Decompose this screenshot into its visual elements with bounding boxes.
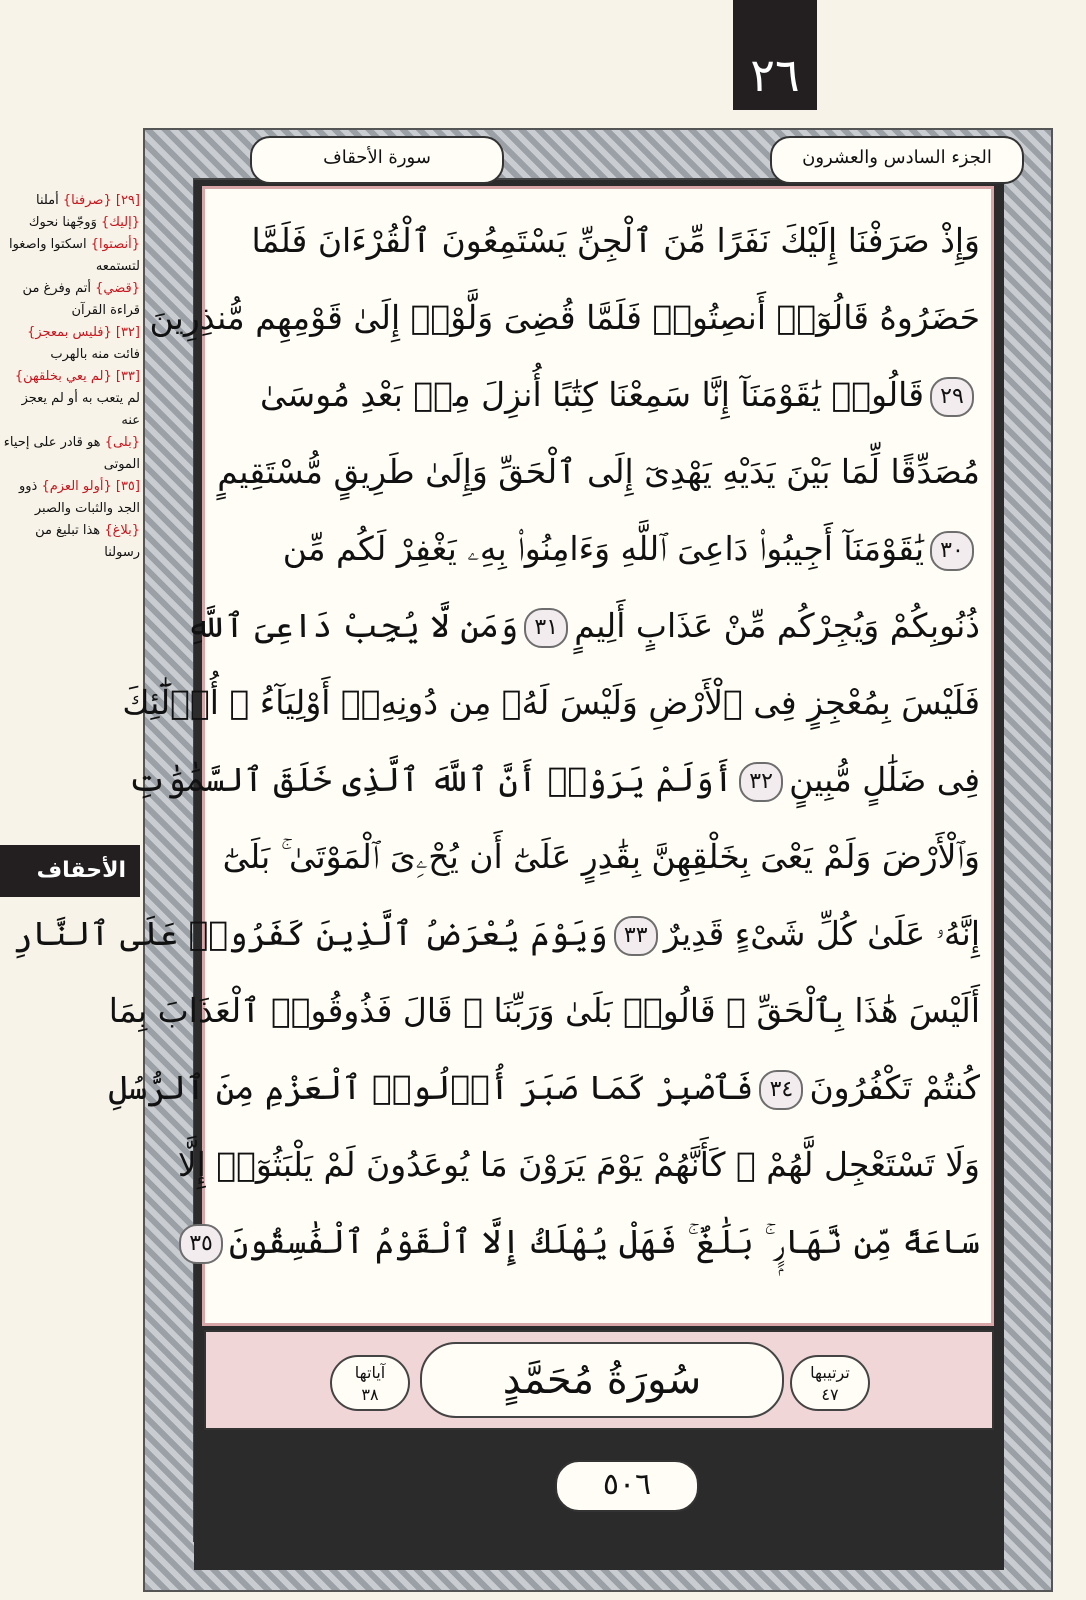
- ayah-number-marker: ٣٠: [930, 531, 974, 571]
- verse-text: مُصَدِّقًا لِّمَا بَيْنَ يَدَيْهِ يَهْدِىٓ إِلَى ٱلْحَقِّ وَإِلَىٰ طَرِيقٍ مُّسْتَقِيمٍ: [217, 452, 980, 491]
- side-note: [0, 432, 140, 476]
- side-note-key: {إليك}: [101, 215, 140, 230]
- side-note: [0, 212, 140, 234]
- side-note: [0, 476, 140, 520]
- verse-text: فَٱصْبِرْ كَمَا صَبَرَ أُو۟لُوا۟ ٱلْعَزْمِ مِنَ ٱلرُّسُلِ: [108, 1068, 754, 1107]
- verse-line: [216, 436, 980, 508]
- verse-text: فِى ضَلَٰلٍ مُّبِينٍ: [789, 760, 980, 799]
- verse-text: وَٱلْأَرْضَ وَلَمْ يَعْىَ بِخَلْقِهِنَّ بِقَٰدِرٍ عَلَىٰٓ أَن يُحْۦِىَ ٱلْمَوْتَىٰ ۚ بَلَىٰٓ: [222, 837, 980, 876]
- side-note-key: [٣٣] {لم يعي بخلقهن}: [14, 369, 140, 384]
- side-note: [0, 278, 140, 322]
- side-note: [0, 190, 140, 212]
- side-note-text: أتم وفرغ من قراءة القرآن: [22, 281, 140, 318]
- verse-line: [122, 667, 980, 739]
- verse-line: [216, 821, 980, 893]
- ayah-number-marker: ٣٢: [739, 762, 783, 802]
- page-number: ٥٠٦: [555, 1460, 699, 1512]
- side-note-key: {قضي}: [95, 281, 140, 296]
- verse-text: حَضَرُوهُ قَالُوٓا۟ أَنصِتُوا۟ فَلَمَّا قُضِىَ وَلَّوْا۟ إِلَىٰ قَوْمِهِم مُّنذِرِينَ: [149, 298, 980, 337]
- side-note-key: [٣٢] {فليس بمعجز}: [27, 325, 140, 340]
- verse-line: [108, 975, 980, 1047]
- side-note: [0, 234, 140, 278]
- verse-line: [149, 282, 980, 354]
- side-note-text: وَوجّهنا نحوك: [28, 215, 97, 230]
- side-note-key: {بلى}: [104, 435, 140, 450]
- surah-tab: الأحقاف: [0, 845, 140, 897]
- verse-line: [12, 898, 980, 970]
- side-note-text: فائت منه بالهرب: [50, 347, 140, 362]
- side-note: [0, 366, 140, 432]
- verse-text: ذُنُوبِكُمْ وَيُجِرْكُم مِّنْ عَذَابٍ أَلِيمٍ: [574, 606, 980, 645]
- verse-text: قَالُوا۟ يَٰقَوْمَنَآ إِنَّا سَمِعْنَا كِتَٰبًا أُنزِلَ مِنۢ بَعْدِ مُوسَىٰ: [260, 375, 924, 414]
- side-note-text: هو قادر على إحياء الموتى: [3, 435, 140, 472]
- surah-order-value: ٤٧: [821, 1385, 839, 1404]
- verse-line: [127, 744, 980, 816]
- juz-header: الجزء السادس والعشرون: [770, 136, 1024, 184]
- side-note-key: [٢٩] {صرفنا}: [62, 193, 140, 208]
- verse-text: أَلَيْسَ هَٰذَا بِٱلْحَقِّ ۖ قَالُوا۟ بَلَىٰ وَرَبِّنَا ۚ قَالَ فَذُوقُوا۟ ٱلْعَذَابَ بِمَا: [108, 991, 980, 1030]
- side-note-text: أملنا: [35, 193, 59, 208]
- ayah-number-marker: ٣١: [524, 608, 568, 648]
- surah-ayat-label: آياتها: [354, 1363, 386, 1382]
- side-note-key: {أنصتوا}: [90, 237, 140, 252]
- verse-line: [216, 205, 980, 277]
- verse-text: كُنتُمْ تَكْفُرُونَ: [809, 1068, 980, 1107]
- surah-header: سورة الأحقاف: [250, 136, 504, 184]
- ayah-number-marker: ٣٥: [179, 1224, 223, 1264]
- verse-text: سَاعَةً مِّن نَّهَارٍۭ ۚ بَلَٰغٌ ۚ فَهَلْ يُهْلَكُ إِلَّا ٱلْقَوْمُ ٱلْفَٰسِقُونَ: [229, 1222, 980, 1261]
- verse-text: أَوَلَمْ يَرَوْا۟ أَنَّ ٱللَّهَ ٱلَّذِى خَلَقَ ٱلسَّمَٰوَٰتِ: [127, 760, 734, 799]
- verse-line: [186, 590, 980, 662]
- side-note: [0, 520, 140, 564]
- verse-text: وَإِذْ صَرَفْنَا إِلَيْكَ نَفَرًا مِّنَ ٱلْجِنِّ يَسْتَمِعُونَ ٱلْقُرْءَانَ فَلَمَّا: [251, 221, 980, 260]
- verse-text: إِنَّهُۥ عَلَىٰ كُلِّ شَىْءٍ قَدِيرٌ: [663, 914, 980, 953]
- verse-line: [216, 513, 980, 585]
- side-note-text: ذوو الجد والثبات والصبر: [18, 479, 140, 516]
- ayah-number-marker: ٣٤: [759, 1070, 803, 1110]
- surah-order-box: [790, 1355, 870, 1411]
- surah-order-label: ترتيبها: [810, 1363, 850, 1382]
- side-note-text: لم يتعب به أو لم يعجز عنه: [21, 391, 140, 428]
- verse-line: [177, 1129, 980, 1201]
- ayah-number-marker: ٢٩: [930, 377, 974, 417]
- surah-ayat-value: ٣٨: [361, 1385, 379, 1404]
- verse-line: [108, 1052, 980, 1124]
- verse-text: وَمَن لَّا يُجِبْ دَاعِىَ ٱللَّهِ: [186, 606, 519, 645]
- verse-line: [216, 359, 980, 431]
- ayah-number-marker: ٣٣: [614, 916, 658, 956]
- verse-line: [189, 1206, 980, 1278]
- side-note: [0, 322, 140, 366]
- verse-text: يَٰقَوْمَنَآ أَجِيبُوا۟ دَاعِىَ ٱللَّهِ وَءَامِنُوا۟ بِهِۦ يَغْفِرْ لَكُم مِّن: [282, 529, 924, 568]
- surah-ayat-box: [330, 1355, 410, 1411]
- side-note-text: هذا تبليغ من رسولنا: [35, 523, 140, 560]
- verse-text: فَلَيْسَ بِمُعْجِزٍ فِى ٱلْأَرْضِ وَلَيْسَ لَهُۥ مِن دُونِهِۦٓ أَوْلِيَآءُ ۚ أُو۟لَٰٓئِكَ: [122, 683, 980, 722]
- verse-text: وَلَا تَسْتَعْجِل لَّهُمْ ۚ كَأَنَّهُمْ يَوْمَ يَرَوْنَ مَا يُوعَدُونَ لَمْ يَلْبَثُوٓا۟ إِلَّا: [177, 1145, 980, 1184]
- side-note-key: [٣٥] {أولو العزم}: [41, 479, 140, 494]
- surah-title: سُورَةُ مُحَمَّدٍ: [420, 1342, 784, 1418]
- juz-number: ٢٦: [733, 0, 817, 110]
- side-note-text: اسكتوا واصغوا لتستمعه: [8, 237, 140, 274]
- side-note-key: {بلاغ}: [104, 523, 140, 538]
- side-notes: [0, 190, 140, 564]
- verse-text: وَيَوْمَ يُعْرَضُ ٱلَّذِينَ كَفَرُوا۟ عَلَى ٱلنَّارِ: [12, 914, 608, 953]
